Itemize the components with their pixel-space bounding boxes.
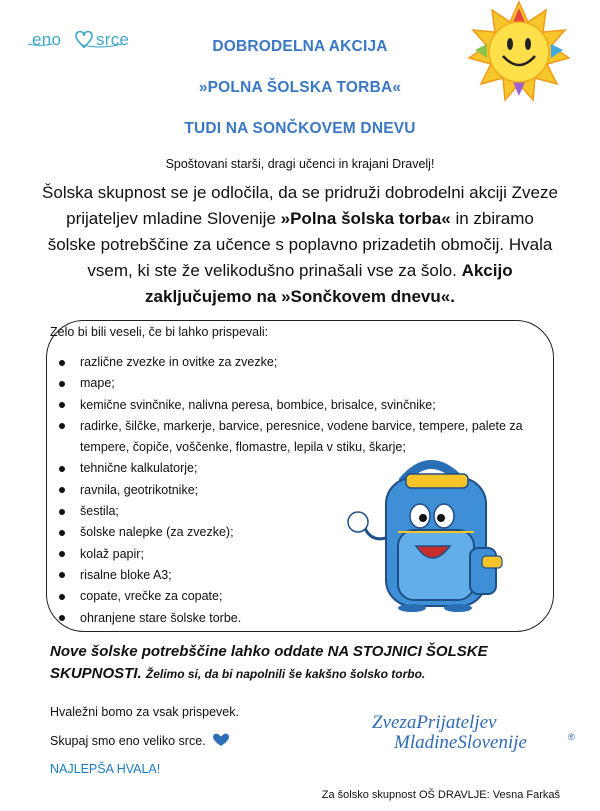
zpm-logo xyxy=(372,712,582,758)
list-item: tehnične kalkulatorje; xyxy=(80,458,570,479)
zpm-logo-line-2: MladineSlovenije xyxy=(394,732,527,753)
zpm-logo-mark: ® xyxy=(568,732,575,742)
list-item: šolske nalepke (za zvezke); xyxy=(80,522,570,543)
intro-closing: Akcijo zaključujemo na »Sončkovem dnevu«. xyxy=(145,261,513,306)
heading-line-3: TUDI NA SONČKOVEM DNEVU xyxy=(184,120,416,137)
list-item: različne zvezke in ovitke za zvezke; xyxy=(80,352,570,373)
heart-line: Skupaj smo eno veliko srce. xyxy=(50,734,206,748)
intro-paragraph xyxy=(40,180,560,310)
list-item: kolaž papir; xyxy=(80,544,570,565)
list-item: šestila; xyxy=(80,501,570,522)
campaign-name: »Polna šolska torba« xyxy=(280,209,451,228)
logo-text-srce: srce xyxy=(96,30,130,49)
school-backpack-icon xyxy=(340,452,512,612)
list-item: mape; xyxy=(80,373,570,394)
heading-line-1: DOBRODELNA AKCIJA xyxy=(212,38,388,55)
intro-part-1: Šolska skupnost se je odločila, da se pridruži dobrodelni akciji Zveze prijateljev mladine Slovenije xyxy=(42,183,558,228)
heart-line-wrapper xyxy=(50,733,229,748)
thanks-line: Hvaležni bomo za vsak prispevek. xyxy=(50,705,239,719)
drop-off-notice xyxy=(50,641,570,685)
drop-off-wish: Želimo si, da bi napolnili še kakšno šolsko torbo. xyxy=(145,667,426,681)
list-item: copate, vrečke za copate; xyxy=(80,586,570,607)
intro-part-2: in zbiramo šolske potrebščine za učence s poplavno prizadetih območij. Hvala vsem, ki ste že velikodušno prinašali vse za šolo. xyxy=(47,209,553,280)
box-intro: Zelo bi bili veseli, če bi lahko prispevali: xyxy=(50,325,269,339)
zpm-logo-line-1: ZvezaPrijateljev xyxy=(372,712,497,733)
final-thanks: NAJLEPŠA HVALA! xyxy=(50,762,161,776)
list-item: kemične svinčnike, nalivna peresa, bombice, brisalce, svinčnike; xyxy=(80,395,570,416)
greeting: Spoštovani starši, dragi učenci in krajani Dravelj! xyxy=(165,157,435,171)
list-item: radirke, šilčke, markerje, barvice, peresnice, vodene barvice, tempere, palete za tempere, čopiče, voščenke, flomastre, lepila v stiku, škarje; xyxy=(80,416,570,459)
heading-line-2: »POLNA ŠOLSKA TORBA« xyxy=(198,79,402,96)
list-item: risalne bloke A3; xyxy=(80,565,570,586)
blue-heart-icon xyxy=(213,733,229,747)
list-item: ravnila, geotrikotnike; xyxy=(80,480,570,501)
list-item: ohranjene stare šolske torbe. xyxy=(80,608,570,629)
signature: Za šolsko skupnost OŠ DRAVLJE: Vesna Farkaš xyxy=(321,789,560,801)
logo-text-eno: eno xyxy=(32,30,62,49)
drop-off-main: Nove šolske potrebščine lahko oddate NA STOJNICI ŠOLSKE SKUPNOSTI. xyxy=(50,643,488,682)
